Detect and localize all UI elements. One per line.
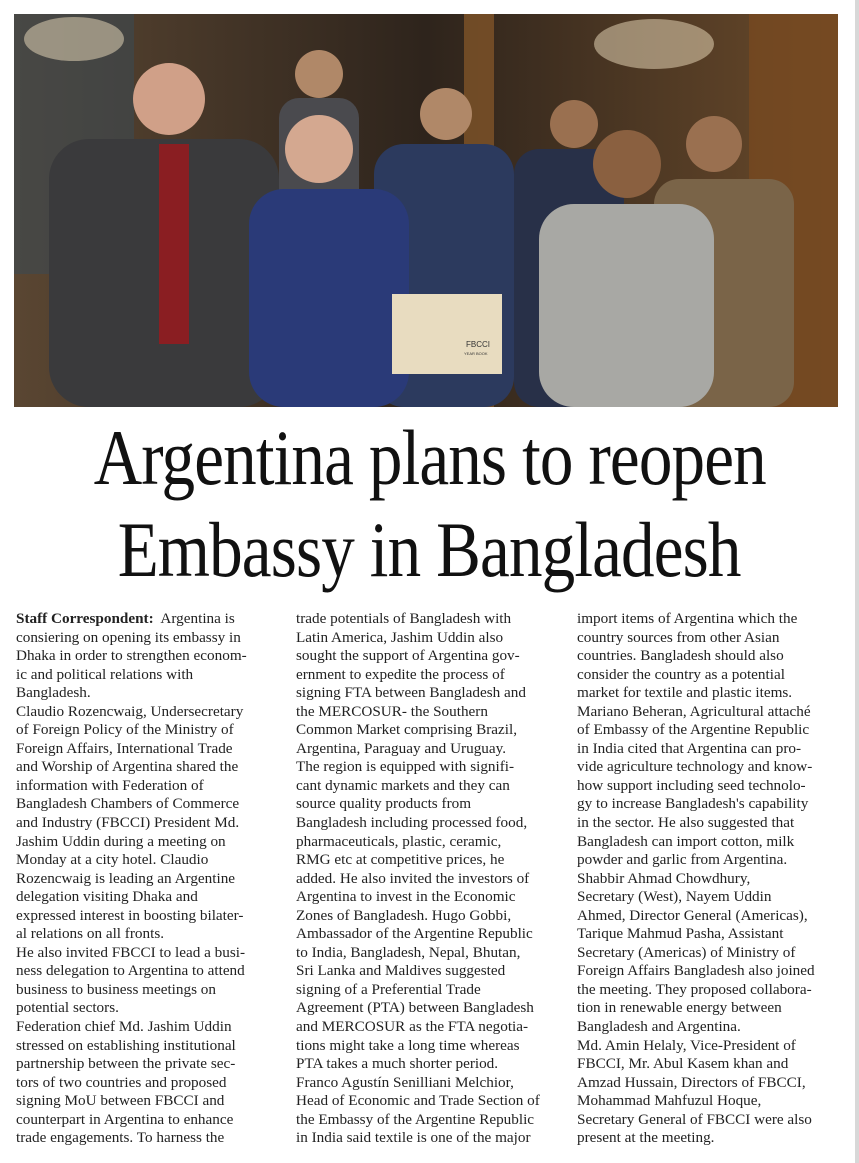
headline-text-2: Embassy in Bangladesh: [118, 506, 741, 593]
article-column-1: [16, 610, 291, 1148]
byline: Staff Correspondent:: [16, 610, 154, 627]
article-text-line: He also invited FBCCI to lead a busi-: [16, 943, 246, 961]
article-text-line: Sri Lanka and Maldives suggested: [296, 962, 506, 980]
article-text-line: Latin America, Jashim Uddin also: [296, 628, 504, 646]
article-text-line: of Embassy of the Argentine Republic: [577, 721, 810, 739]
article-text-line: country sources from other Asian: [577, 628, 780, 646]
article-text-line: Secretary (Americas) of Ministry of: [577, 943, 796, 961]
article-text-line: pharmaceuticals, plastic, ceramic,: [296, 832, 502, 850]
article-column-2: [296, 610, 571, 1148]
article-text-line: the Embassy of the Argentine Republic: [296, 1110, 535, 1128]
article-text-line: Ahmed, Director General (Americas),: [577, 906, 808, 924]
article-text-line: counterpart in Argentina to enhance: [16, 1110, 234, 1128]
article-text-line: consider the country as a potential: [577, 665, 785, 683]
article-text-line: Franco Agustín Senilliani Melchior,: [296, 1073, 514, 1091]
chandelier-right: [594, 19, 714, 69]
article-text-line: expressed interest in boosting bilater-: [16, 906, 244, 924]
article-text-line: business to business meetings on: [16, 980, 216, 998]
article-text-line: Agreement (PTA) between Bangladesh: [296, 999, 534, 1017]
article-text-line: market for textile and plastic items.: [577, 684, 793, 702]
article-text-line: the MERCOSUR- the Southern: [296, 702, 488, 720]
article-text-line: Md. Amin Helaly, Vice-President of: [577, 1036, 796, 1054]
article-text-line: Claudio Rozencwaig, Undersecretary: [16, 702, 244, 720]
article-text-line: to India, Bangladesh, Nepal, Bhutan,: [296, 943, 521, 961]
article-text-line: and MERCOSUR as the FTA negotia-: [296, 1018, 529, 1036]
article-text-line: in the sector. He also suggested that: [577, 814, 795, 832]
article-text-line: Bangladesh including processed food,: [296, 814, 528, 832]
article-text-line: delegation visiting Dhaka and: [16, 888, 198, 906]
article-text-line: in India cited that Argentina can pro-: [577, 739, 802, 757]
article-text-line: Tarique Mahmud Pasha, Assistant: [577, 925, 784, 943]
article-text-line: Secretary (West), Nayem Uddin: [577, 888, 772, 906]
article-text-line: FBCCI, Mr. Abul Kasem khan and: [577, 1055, 789, 1073]
article-text-line: The region is equipped with signifi-: [296, 758, 515, 776]
article-text-line: signing MoU between FBCCI and: [16, 1092, 225, 1110]
article-text-line: trade potentials of Bangladesh with: [296, 610, 512, 627]
article-text-line: vide agriculture technology and know-: [577, 758, 813, 776]
news-photo: [14, 14, 838, 407]
headline-line-2: [0, 506, 859, 593]
article-text-line: Foreign Affairs Bangladesh also joined: [577, 962, 815, 980]
article-text-line: Secretary General of FBCCI were also: [577, 1110, 812, 1128]
article-text-line: import items of Argentina which the: [577, 610, 798, 627]
article-text-line: Shabbir Ahmad Chowdhury,: [577, 869, 751, 887]
article-text-line: tions might take a long time whereas: [296, 1036, 520, 1054]
article-text-line: Argentina, Paraguay and Uruguay.: [296, 739, 507, 757]
article-text-line: Monday at a city hotel. Claudio: [16, 851, 209, 869]
gift-bag: [392, 294, 502, 374]
article-text-line: Argentina to invest in the Economic: [296, 888, 516, 906]
article-text-line: signing FTA between Bangladesh and: [296, 684, 526, 702]
article-text-line: and Worship of Argentina shared the: [16, 758, 239, 776]
article-text-line: Mariano Beheran, Agricultural attaché: [577, 702, 811, 720]
article-text-line: and Industry (FBCCI) President Md.: [16, 814, 240, 832]
article-text-line: sought the support of Argentina gov-: [296, 647, 520, 665]
article-text-line: Rozencwaig is leading an Argentine: [16, 869, 236, 887]
article-text-line: tion in renewable energy between: [577, 999, 782, 1017]
article-text-line: Bangladesh and Argentina.: [577, 1018, 741, 1036]
article-text-line: Ambassador of the Argentine Republic: [296, 925, 533, 943]
article-column-3: [577, 610, 852, 1148]
article-text-line: trade engagements. To harness the: [16, 1129, 225, 1147]
article-text-line: ic and political relations with: [16, 665, 194, 683]
article-text-line: Bangladesh.: [16, 684, 91, 702]
article-text-line: partnership between the private sec-: [16, 1055, 236, 1073]
chandelier-left: [24, 17, 124, 61]
article-text-line: information with Federation of: [16, 776, 204, 794]
article-text-line: cant dynamic markets and they can: [296, 776, 510, 794]
article-text-line: the meeting. They proposed collabora-: [577, 980, 812, 998]
article-text-line: ness delegation to Argentina to attend: [16, 962, 245, 980]
bag-logo: FBCCI: [466, 340, 490, 349]
bag-subtitle: YEAR BOOK: [464, 351, 488, 356]
article-text-line: Head of Economic and Trade Section of: [296, 1092, 540, 1110]
article-text-line: PTA takes a much shorter period.: [296, 1055, 499, 1073]
headline-text-1: Argentina plans to reopen: [93, 414, 766, 501]
article-text-line: signing of a Preferential Trade: [296, 980, 481, 998]
photo-illustration: [14, 14, 838, 407]
article-text-line: [16, 610, 291, 629]
article-text-line: in India said textile is one of the major: [296, 1129, 531, 1147]
article-text-line: countries. Bangladesh should also: [577, 647, 784, 665]
article-text-line: of Foreign Policy of the Ministry of: [16, 721, 234, 739]
article-text-line: Common Market comprising Brazil,: [296, 721, 518, 739]
article-text-line: Mohammad Mahfuzul Hoque,: [577, 1092, 762, 1110]
article-text-line: present at the meeting.: [577, 1129, 715, 1147]
article-text-line: Foreign Affairs, International Trade: [16, 739, 233, 757]
article-text-line: ernment to expedite the process of: [296, 665, 505, 683]
article-text-line: Bangladesh can import cotton, milk: [577, 832, 795, 850]
article-text-line: Dhaka in order to strengthen econom-: [16, 647, 247, 665]
article-text-line: tors of two countries and proposed: [16, 1073, 227, 1091]
article-text-line: powder and garlic from Argentina.: [577, 851, 788, 869]
article-text-line: gy to increase Bangladesh's capability: [577, 795, 809, 813]
article-text-line: Bangladesh Chambers of Commerce: [16, 795, 240, 813]
headline-line-1: [0, 414, 859, 501]
article-text-line: potential sectors.: [16, 999, 119, 1017]
article-text-line: how support including seed technolo-: [577, 776, 806, 794]
article-text-line: Zones of Bangladesh. Hugo Gobbi,: [296, 906, 512, 924]
article-text-line: al relations on all fronts.: [16, 925, 165, 943]
article-text-fragment: Argentina is: [153, 610, 235, 627]
article-text-line: consiering on opening its embassy in: [16, 628, 241, 646]
article-text-line: stressed on establishing institutional: [16, 1036, 236, 1054]
article-text-line: RMG etc at competitive prices, he: [296, 851, 505, 869]
article-text-line: added. He also invited the investors of: [296, 869, 530, 887]
article-text-line: Federation chief Md. Jashim Uddin: [16, 1018, 232, 1036]
article-text-line: source quality products from: [296, 795, 472, 813]
article-text-line: Amzad Hussain, Directors of FBCCI,: [577, 1073, 806, 1091]
article-text-line: Jashim Uddin during a meeting on: [16, 832, 226, 850]
